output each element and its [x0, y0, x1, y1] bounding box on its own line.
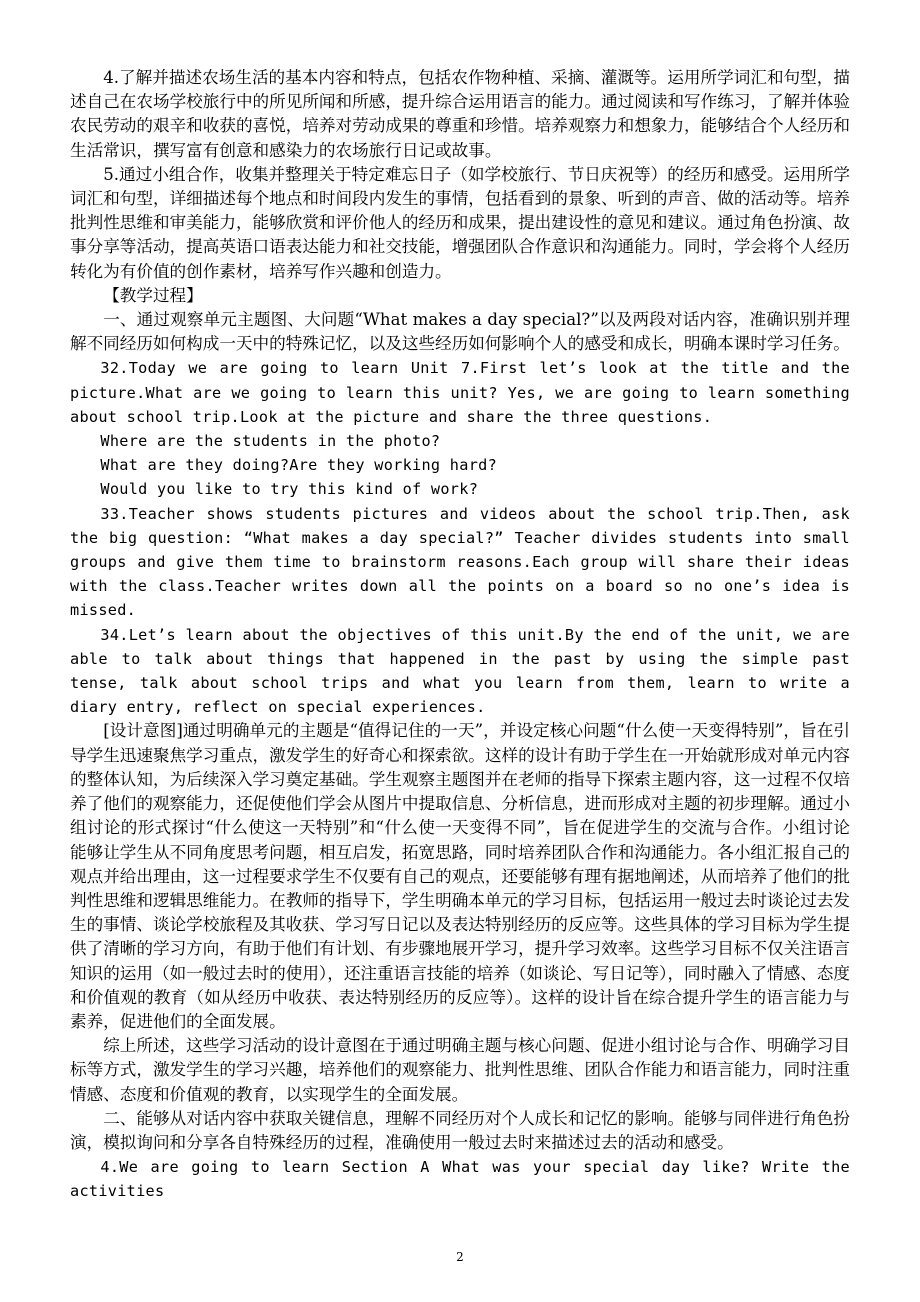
step-4-paragraph: 4.We are going to learn Section A What was your special day like? Write the activities [70, 1158, 850, 1201]
page-body [70, 66, 850, 1204]
question-1: Where are the students in the photo? [100, 432, 441, 451]
objective-5-paragraph: 5.通过小组合作，收集并整理关于特定难忘日子（如学校旅行、节日庆祝等）的经历和感受。运用所学词汇和句型，详细描述每个地点和时间段内发生的事情，包括看到的景象、听到的声音、做的活动等。培养批判性思维和审美能力，能够欣赏和评价他人的经历和成果，提出建设性的意见和建议。通过角色扮演、故事分享等活动，提高英语口语表达能力和社交技能，增强团队合作意识和沟通能力。同时，学会将个人经历转化为有价值的创作素材，培养写作兴趣和创造力。 [70, 164, 850, 281]
question-2: What are they doing?Are they working hard? [100, 456, 498, 475]
step-32-paragraph: 32.Today we are going to learn Unit 7.First let’s look at the title and the picture.What are we going to learn this unit? Yes, we are going to learn something about school trip.Look at the picture and share the three questions. [70, 359, 850, 426]
step-34-paragraph: 34.Let’s learn about the objectives of this unit.By the end of the unit, we are able to talk about things that happened in the past by using the simple past tense, talk about school trips and what you learn from them, learn to write a diary entry, reflect on special experiences. [70, 625, 850, 717]
step-33-paragraph: 33.Teacher shows students pictures and videos about the school trip.Then, ask the big question: “What makes a day special?” Teacher divides students into small groups and give them time to brainstorm reasons.Each group will share their ideas with the class.Teacher writes down all the points on a board so no one’s idea is missed. [70, 504, 850, 620]
summary-paragraph: 综上所述，这些学习活动的设计意图在于通过明确主题与核心问题、促进小组讨论与合作、明确学习目标等方式，激发学生的学习兴趣，培养他们的观察能力、批判性思维、团队合作能力和语言能力，同时注重情感、态度和价值观的教育，以实现学生的全面发展。 [70, 1036, 850, 1104]
section-heading-teaching-process: 【教学过程】 [103, 285, 203, 305]
objective-4-paragraph: 4.了解并描述农场生活的基本内容和特点，包括农作物种植、采摘、灌溉等。运用所学词汇和句型，描述自己在农场学校旅行中的所见所闻和所感，提升综合运用语言的能力。通过阅读和写作练习，了解并体验农民劳动的艰辛和收获的喜悦，培养对劳动成果的尊重和珍惜。培养观察力和想象力，能够结合个人经历和生活常识，撰写富有创意和感染力的农场旅行日记或故事。 [70, 68, 850, 160]
question-3: Would you like to try this kind of work? [100, 480, 479, 499]
stage-one-paragraph: 一、通过观察单元主题图、大问题“What makes a day special?”以及两段对话内容，准确识别并理解不同经历如何构成一天中的特殊记忆，以及这些经历如何影响个人的感受和成长，明确本课时学习任务。 [70, 310, 850, 354]
design-intent-paragraph: [设计意图]通过明确单元的主题是“值得记住的一天”，并设定核心问题“什么使一天变得特别”，旨在引导学生迅速聚焦学习重点，激发学生的好奇心和探索欲。这样的设计有助于学生在一开始就形成对单元内容的整体认知，为后续深入学习奠定基础。学生观察主题图并在老师的指导下探索主题内容，这一过程不仅培养了他们的观察能力，还促使他们学会从图片中提取信息、分析信息，进而形成对主题的初步理解。通过小组讨论的形式探讨“什么使这一天特别”和“什么使一天变得不同”，旨在促进学生的交流与合作。小组讨论能够让学生从不同角度思考问题，相互启发，拓宽思路，同时培养团队合作和沟通能力。各小组汇报自己的观点并给出理由，这一过程要求学生不仅要有自己的观点，还要能够有理有据地阐述，从而培养了他们的批判性思维和逻辑思维能力。在教师的指导下，学生明确本单元的学习目标，包括运用一般过去时谈论过去发生的事情、谈论学校旅程及其收获、学习写日记以及表达特别经历的反应等。这些具体的学习目标为学生提供了清晰的学习方向，有助于他们有计划、有步骤地展开学习，提升学习效率。这些学习目标不仅关注语言知识的运用（如一般过去时的使用），还注重语言技能的培养（如谈论、写日记等），同时融入了情感、态度和价值观的教育（如从经历中收获、表达特别经历的反应等）。这样的设计旨在综合提升学生的语言能力与素养，促进他们的全面发展。 [70, 721, 850, 1031]
page-number: 2 [456, 1250, 464, 1264]
stage-two-paragraph: 二、能够从对话内容中获取关键信息，理解不同经历对个人成长和记忆的影响。能够与同伴进行角色扮演，模拟询问和分享各自特殊经历的过程，准确使用一般过去时来描述过去的活动和感受。 [70, 1108, 850, 1152]
